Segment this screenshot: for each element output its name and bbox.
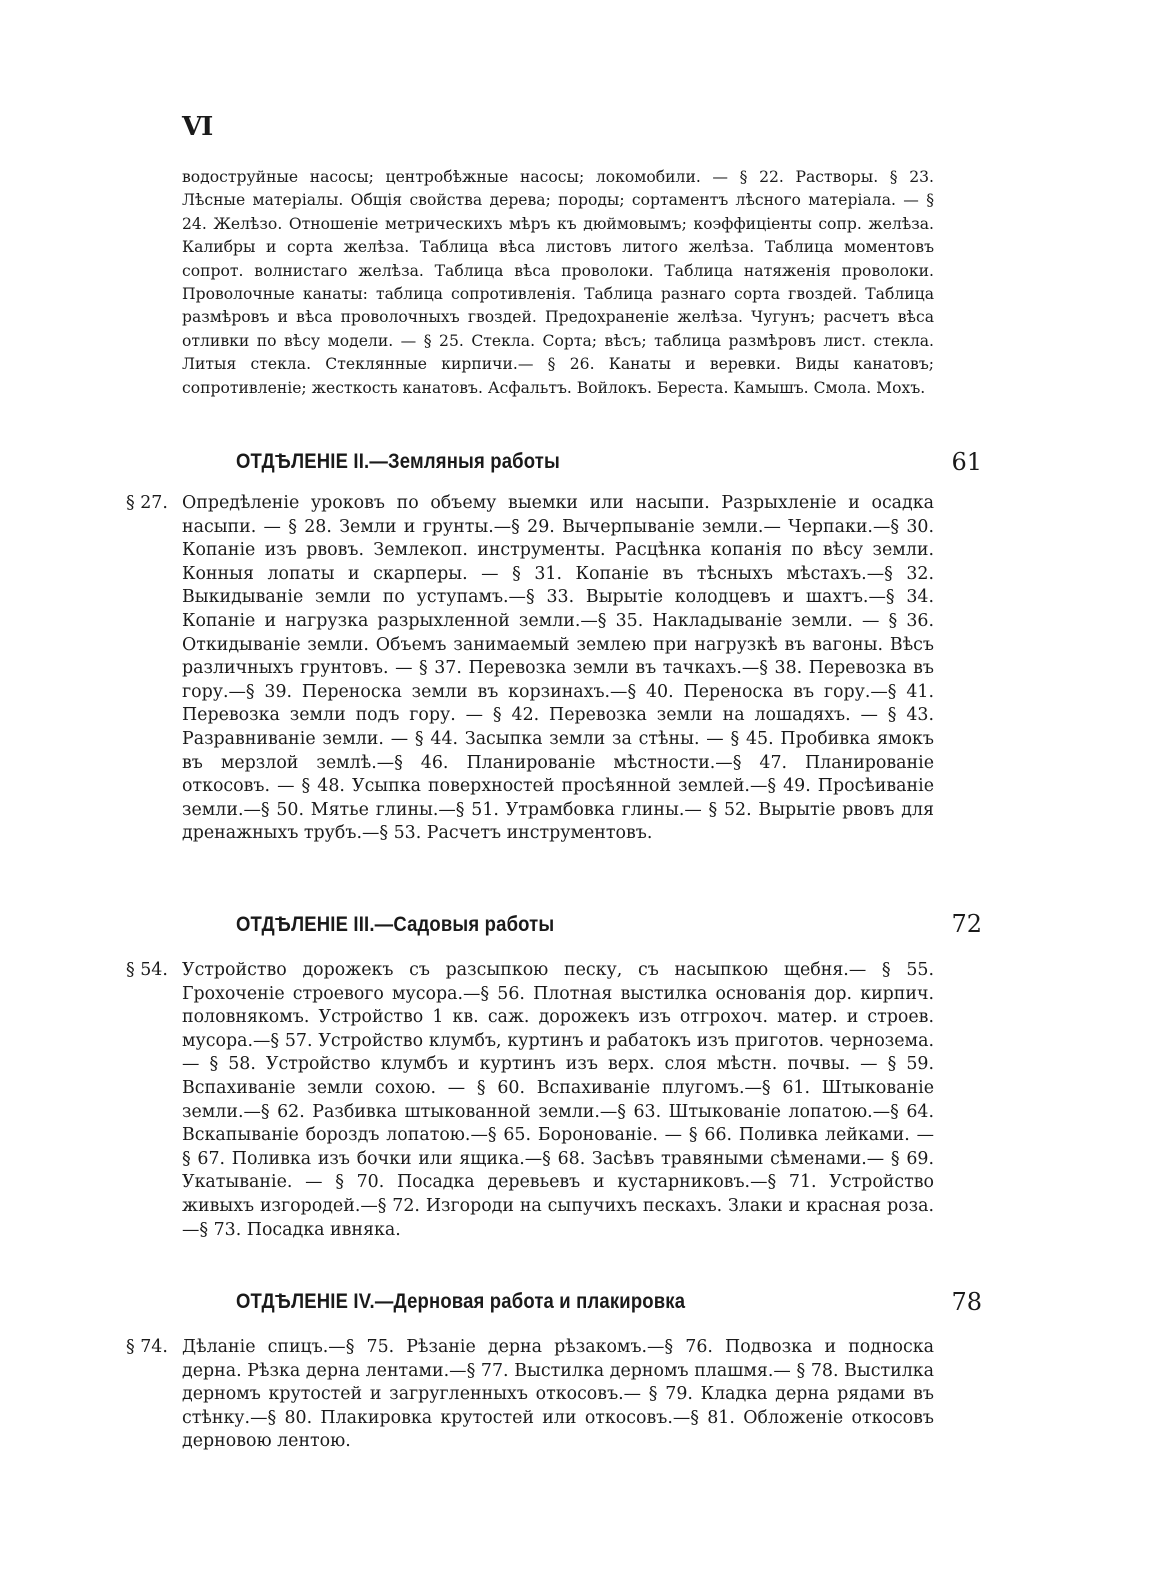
section-text-2: Опредѣленіе уроковъ по объему выемки или насыпи. Разрыхленіе и осадка насыпи. — § 28. Земли и грунты.—§ 29. Вычерпываніе земли.— Черпаки.—§ 30. Копаніе изъ рвовъ. Землекоп. инструменты. Расцѣнка копанія по вѣсу земли. Конныя лопаты и скарперы. — § 31. Копаніе въ тѣсныхъ мѣстахъ.—§ 32. Выкидываніе земли по уступамъ.—§ 33. Вырытіе колодцевъ и шахтъ.—§ 34. Копаніе и нагрузка разрыхленной земли.—§ 35. Накладываніе земли. — § 36. Откидываніе земли. Объемъ занимаемый землею при нагрузкѣ въ вагоны. Вѣсъ различныхъ грунтовъ. — § 37. Перевозка земли въ тачкахъ.—§ 38. Перевозка въ гору.—§ 39. Переноска земли въ корзинахъ.—§ 40. Переноска въ гору.—§ 41. Перевозка земли подъ гору. — § 42. Перевозка земли на лошадяхъ. — § 43. Разравниваніе земли. — § 44. Засыпка земли за стѣны. — § 45. Пробивка ямокъ въ мерзлой землѣ.—§ 46. Планированіе мѣстности.—§ 47. Планированіе откосовъ. — § 48. Усыпка поверхностей просѣянной землей.—§ 49. Просѣиваніе земли.—§ 50. Мятье глины.—§ 51. Утрамбовка глины.— § 52. Вырытіе рвовъ для дренажныхъ трубъ.—§ 53. Расчетъ инструментовъ. bbox=[182, 493, 934, 844]
section-page-4: 78 bbox=[951, 1288, 982, 1316]
paragraph-mark-74: § 74. bbox=[126, 1337, 168, 1357]
section-heading-2: ОТДѢЛЕНІЕ II.—Земляныя работы bbox=[236, 450, 560, 473]
section-text-3: Устройство дорожекъ съ разсыпкою песку, съ насыпкою щебня.— § 55. Грохоченіе строевого мусора.—§ 56. Плотная выстилка основанія дор. кирпич. половнякомъ. Устройство 1 кв. саж. дорожекъ изъ отгрохоч. матер. и строев. мусора.—§ 57. Устройство клумбъ, куртинъ и рабатокъ изъ приготов. чернозема. — § 58. Устройство клумбъ и куртинъ изъ верх. слоя мѣстн. почвы. — § 59. Вспахиваніе земли сохою. — § 60. Вспахиваніе плугомъ.—§ 61. Штыкованіе земли.—§ 62. Разбивка штыкованной земли.—§ 63. Штыкованіе лопатою.—§ 64. Вскапываніе бороздъ лопатою.—§ 65. Боронованіе. — § 66. Поливка лейками. — § 67. Поливка изъ бочки или ящика.—§ 68. Засѣвъ травяными сѣменами.— § 69. Укатываніе. — § 70. Посадка деревьевъ и кустарниковъ.—§ 71. Устройство живыхъ изгородей.—§ 72. Изгороди на сыпучихъ пескахъ. Злаки и красная роза.—§ 73. Посадка ивняка. bbox=[182, 960, 934, 1240]
paragraph-mark-54: § 54. bbox=[126, 960, 168, 980]
section-heading-3: ОТДѢЛЕНІЕ III.—Садовыя работы bbox=[236, 913, 555, 936]
section-page-3: 72 bbox=[951, 910, 982, 938]
section-text-4: Дѣланіе спицъ.—§ 75. Рѣзаніе дерна рѣзакомъ.—§ 76. Подвозка и подноска дерна. Рѣзка дерна лентами.—§ 77. Выстилка дерномъ плашмя.— § 78. Выстилка дерномъ крутостей и загругленныхъ откосовъ.— § 79. Кладка дерна рядами въ стѣнку.—§ 80. Плакировка крутостей или откосовъ.—§ 81. Обложеніе откосовъ дерновою лентою. bbox=[182, 1337, 934, 1452]
section-heading-4: ОТДѢЛЕНІЕ IV.—Дерновая работа и плакировка bbox=[236, 1290, 686, 1313]
paragraph-mark-27: § 27. bbox=[126, 493, 168, 513]
page-number: VI bbox=[182, 112, 213, 142]
section-page-2: 61 bbox=[951, 448, 982, 476]
intro-text: водоструйные насосы; центробѣжные насосы; локомобили. — § 22. Растворы. § 23. Лѣсные матеріалы. Общія свойства дерева; породы; сортаментъ лѣсного матеріала. — § 24. Желѣзо. Отношеніе метрическихъ мѣръ къ дюймовымъ; коэффиціенты сопр. желѣза. Калибры и сорта желѣза. Таблица вѣса листовъ литого желѣза. Таблица моментовъ сопрот. волнистаго желѣза. Таблица вѣса проволоки. Таблица натяженія проволоки. Проволочные канаты: таблица сопротивленія. Таблица разнаго сорта гвоздей. Таблица размѣровъ и вѣса проволочныхъ гвоздей. Предохраненіе желѣза. Чугунъ; расчетъ вѣса отливки по вѣсу модели. — § 25. Стекла. Сорта; вѣсъ; таблица размѣровъ лист. стекла. Литыя стекла. Стеклянные кирпичи.— § 26. Канаты и веревки. Виды канатовъ; сопротивленіе; жесткость канатовъ. Асфальтъ. Войлокъ. Береста. Камышъ. Смола. Мохъ. bbox=[182, 168, 934, 397]
